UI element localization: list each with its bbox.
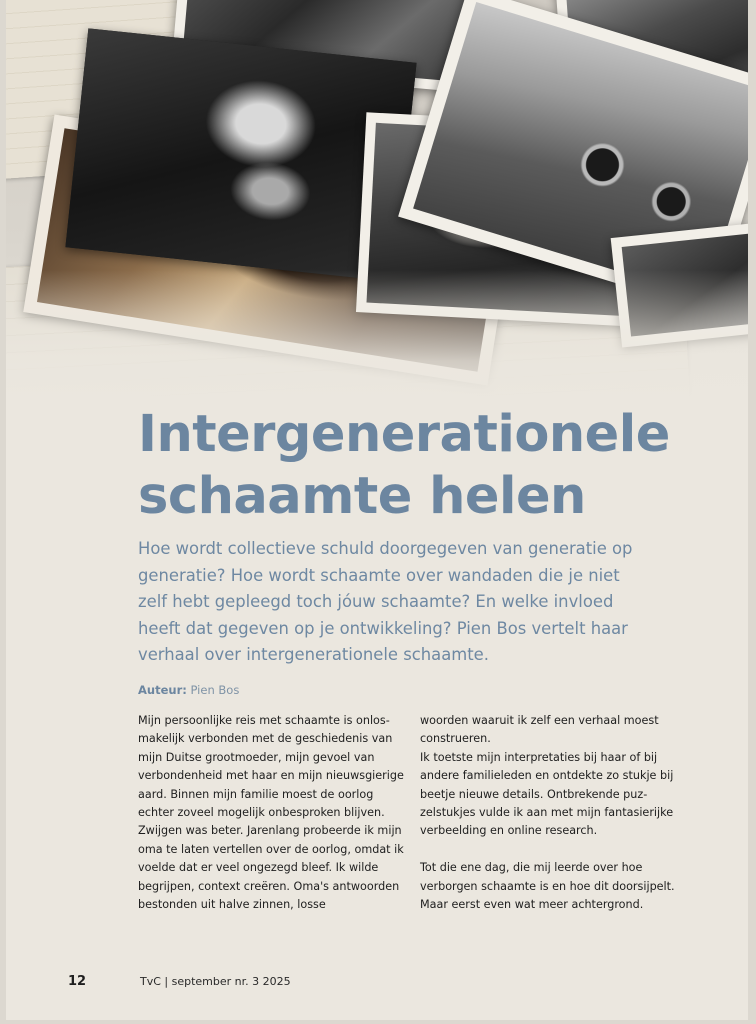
article-title-line-1: Intergenerationele — [138, 405, 670, 464]
article-author — [138, 683, 239, 697]
photo-fade-overlay — [6, 270, 748, 400]
header-photo-collage — [6, 0, 748, 400]
article-lead: Hoe wordt collectieve schuld doorgegeven van generatie op generatie? Hoe wordt schaamte over wandaden die je niet zelf hebt gepleegd toch jóuw schaamte? En welke invloed heeft dat gegeven op je ontwikkeling? Pien Bos vertelt haar verhaal over intergenerationele schaamte. — [138, 539, 633, 664]
author-name: Pien Bos — [190, 683, 240, 697]
article-title — [138, 404, 698, 528]
body-paragraph: Tot die ene dag, die mij leerde over hoe verborgen schaamte is en hoe dit doorsijpelt. Maar eerst even wat meer achtergrond. — [420, 861, 675, 912]
article-title-line-2: schaamte helen — [138, 467, 586, 526]
footer-publication-info: TvC | september nr. 3 2025 — [140, 975, 291, 988]
body-paragraph: Mijn persoonlijke reis met schaamte is onlosmakelijk verbonden met de geschiedenis van mijn Duitse grootmoeder, mijn gevoel van verbondenheid met haar en mijn nieuwsgierige aard. Binnen mijn familie moest de oorlog echter zoveel mogelijk onbesproken blijven. Zwijgen was beter. Jarenlang probeerde ik mijn oma te laten vertellen over de oorlog, omdat ik voelde dat er veel ongezegd bleef. Ik wilde begrijpen, context creëren. Oma's antwoorden bestonden uit halve zinnen, losse — [138, 714, 404, 912]
page-number: 12 — [68, 974, 87, 989]
body-paragraph: Ik toetste mijn interpretaties bij haar of bij andere familieleden en ontdekte zo stukje bij beetje nieuwe details. Ontbrekende puzzelstukjes vulde ik aan met mijn fantasierijke verbeelding en online research. — [420, 750, 674, 838]
body-column-left — [138, 712, 406, 914]
author-label: Auteur: — [138, 683, 187, 697]
body-column-right — [420, 712, 688, 914]
body-paragraph: woorden waaruit ik zelf een verhaal moest construeren. — [420, 714, 659, 746]
magazine-page — [6, 0, 748, 1020]
